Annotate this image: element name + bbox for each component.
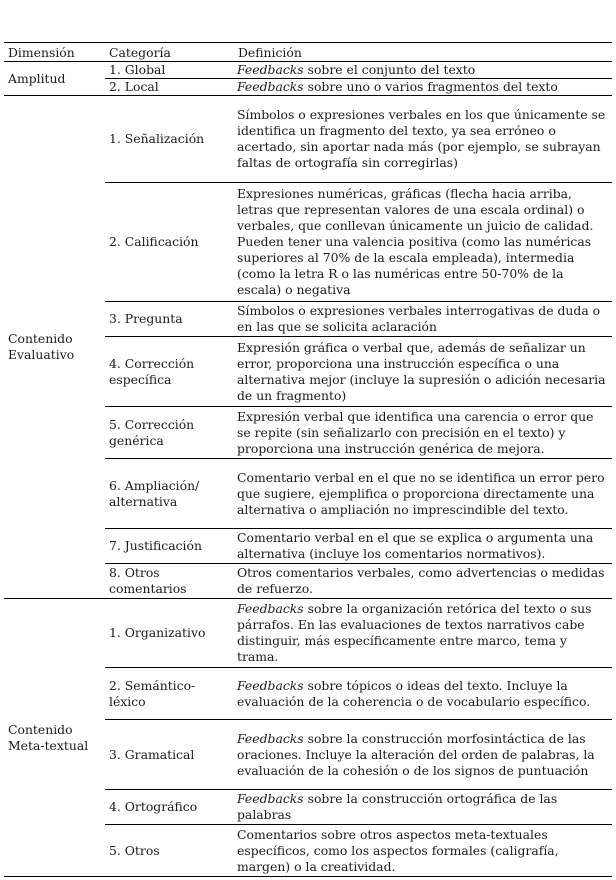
definition-cell — [234, 79, 612, 96]
header-dimension: Dimensión — [4, 43, 105, 62]
header-category: Categoría — [105, 43, 234, 62]
category-cell: 6. Ampliación/ alternativa — [105, 459, 234, 529]
feedbacks-term: Feedbacks — [237, 62, 304, 77]
definition-text: sobre tópicos o ideas del texto. Incluye la evaluación de la coherencia o de vocabulario específico. — [237, 677, 591, 709]
dimension-cell: Contenido Evaluativo — [4, 96, 105, 599]
category-cell: 2. Local — [105, 79, 234, 96]
definition-cell: Expresión verbal que identifica una carencia o error que se repite (sin señalizarlo con precisión en el texto) y proporciona una instrucción genérica de mejora. — [234, 407, 612, 459]
feedbacks-term: Feedbacks — [237, 791, 304, 806]
category-cell: 5. Otros — [105, 825, 234, 877]
definition-cell: Comentario verbal en el que se explica o argumenta una alternativa (incluye los comentarios normativos). — [234, 529, 612, 564]
category-cell: 1. Global — [105, 62, 234, 79]
feedbacks-term: Feedbacks — [237, 601, 304, 616]
table-row — [4, 96, 612, 183]
definition-text: sobre la organización retórica del texto o sus párrafos. En las evaluaciones de textos narrativos cabe distinguir, más específicamente entre marco, tema y trama. — [237, 601, 592, 664]
definition-cell: Expresión gráfica o verbal que, además de señalizar un error, proporciona una instrucción específica o una alternativa mejor (incluye la supresión o adición necesaria de un fragmento) — [234, 337, 612, 407]
header-definition: Definición — [234, 43, 612, 62]
definition-text: sobre uno o varios fragmentos del texto — [303, 79, 558, 94]
definition-text: sobre la construcción ortográfica de las palabras — [237, 791, 558, 822]
definition-cell: Símbolos o expresiones verbales en los que únicamente se identifica un fragmento del texto, ya sea erróneo o acertado, sin aportar nada más (por ejemplo, se subrayan faltas de ortografía sin corregirlas) — [234, 96, 612, 183]
dimension-cell: Contenido Meta-textual — [4, 599, 105, 877]
definition-text: sobre la construcción morfosintáctica de las oraciones. Incluye la alteración del orden de palabras, la evaluación de la cohesión o de los signos de puntuación — [237, 730, 595, 778]
definition-cell — [234, 720, 612, 790]
category-cell: 4. Ortográfico — [105, 790, 234, 825]
definition-cell: Símbolos o expresiones verbales interrogativas de duda o en las que se solicita aclaración — [234, 302, 612, 337]
category-cell: 3. Pregunta — [105, 302, 234, 337]
definition-cell: Comentario verbal en el que no se identifica un error pero que sugiere, ejemplifica o proporciona directamente una alternativa o ampliación no imprescindible del texto. — [234, 459, 612, 529]
definition-cell: Comentarios sobre otros aspectos meta-textuales específicos, como los aspectos formales (caligrafía, margen) o la creatividad. — [234, 825, 612, 877]
category-cell: 5. Corrección genérica — [105, 407, 234, 459]
definition-cell: Expresiones numéricas, gráficas (flecha hacia arriba, letras que representan valores de una escala ordinal) o verbales, que conllevan únicamente un juicio de calidad. Pueden tener una valencia positiva (como las numéricas superiores al 70% de la escala empleada), intermedia (como la letra R o las numéricas entre 50-70% de la escala) o negativa — [234, 183, 612, 302]
category-cell: 8. Otros comentarios — [105, 564, 234, 599]
definition-cell: Otros comentarios verbales, como advertencias o medidas de refuerzo. — [234, 564, 612, 599]
category-cell: 2. Calificación — [105, 183, 234, 302]
definition-cell — [234, 668, 612, 720]
feedbacks-term: Feedbacks — [237, 730, 304, 746]
table-row — [4, 599, 612, 668]
definition-cell — [234, 790, 612, 825]
category-cell: 7. Justificación — [105, 529, 234, 564]
dimension-cell: Amplitud — [4, 62, 105, 96]
header-row — [4, 43, 612, 62]
definition-cell — [234, 62, 612, 79]
category-cell: 1. Señalización — [105, 96, 234, 183]
category-cell: 2. Semántico-léxico — [105, 668, 234, 720]
table-row — [4, 62, 612, 79]
feedbacks-term: Feedbacks — [237, 79, 304, 94]
category-cell: 1. Organizativo — [105, 599, 234, 668]
category-cell: 4. Corrección específica — [105, 337, 234, 407]
feedback-taxonomy-table — [4, 42, 612, 877]
feedbacks-term: Feedbacks — [237, 677, 304, 693]
definition-text: sobre el conjunto del texto — [303, 62, 476, 77]
category-cell: 3. Gramatical — [105, 720, 234, 790]
definition-cell — [234, 599, 612, 668]
